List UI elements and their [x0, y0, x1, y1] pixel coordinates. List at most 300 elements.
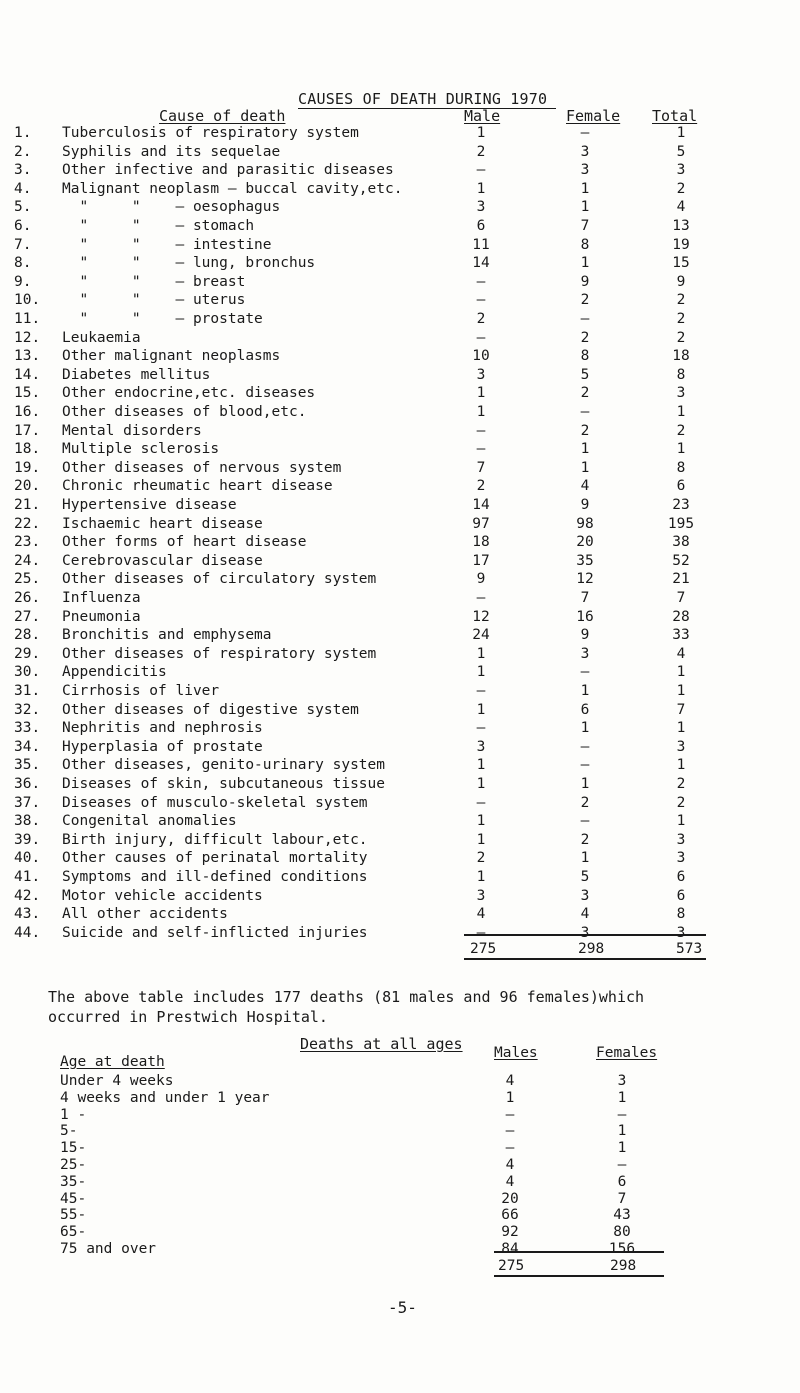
row-number: 43.: [14, 906, 41, 923]
female-count: –: [580, 664, 590, 681]
male-count: –: [476, 924, 486, 941]
male-count: –: [476, 292, 486, 309]
age-female-count: 1: [617, 1140, 627, 1157]
table-row: [0, 720, 800, 738]
total-count: 3: [676, 738, 686, 755]
female-count: 2: [580, 831, 590, 848]
female-count: 16: [576, 608, 594, 625]
row-number: 36.: [14, 776, 41, 792]
age-female-count: 3: [617, 1073, 627, 1089]
cause-label: Other causes of perinatal mortality: [62, 850, 368, 867]
male-count: 1: [476, 385, 486, 402]
age-row: [0, 1090, 800, 1108]
cause-label: Motor vehicle accidents: [62, 887, 263, 904]
cause-label: Pneumonia: [62, 608, 141, 625]
female-count: 12: [576, 571, 594, 588]
total-count: 2: [676, 776, 686, 792]
age-label: 4 weeks and under 1 year: [60, 1089, 270, 1106]
male-count: 1: [476, 831, 486, 848]
age-male-count: 4: [505, 1173, 515, 1190]
cause-label: Nephritis and nephrosis: [62, 720, 263, 737]
male-count: 1: [476, 664, 486, 681]
row-number: 37.: [14, 794, 41, 811]
cause-label: Hypertensive disease: [62, 497, 237, 513]
row-number: 25.: [14, 571, 41, 588]
age-male-count: 4: [505, 1157, 515, 1173]
total-count: 1: [676, 125, 686, 141]
female-count: 2: [580, 422, 590, 439]
table-row: [0, 590, 800, 608]
total-count: 2: [676, 422, 686, 439]
cause-label: Other diseases of circulatory system: [62, 571, 377, 588]
table-row: [0, 125, 800, 143]
total-count: 3: [676, 850, 686, 867]
age-female-count: –: [617, 1157, 627, 1173]
female-count: 20: [576, 534, 594, 551]
table-row: [0, 757, 800, 775]
age-male-count: 66: [501, 1207, 519, 1224]
total-count: 1: [676, 720, 686, 737]
cause-label: Tuberculosis of respiratory system: [62, 125, 359, 141]
male-count: 12: [472, 608, 490, 625]
female-count: 3: [580, 645, 590, 662]
cause-label: Other diseases of blood,etc.: [62, 404, 307, 420]
table-row: [0, 199, 800, 217]
cause-label: Other malignant neoplasms: [62, 348, 281, 365]
female-count: 98: [576, 515, 594, 532]
header-total: Total: [652, 107, 698, 125]
male-count: 1: [476, 701, 486, 718]
male-count: 14: [472, 497, 490, 513]
total-count: 13: [672, 218, 690, 234]
female-count: 3: [580, 143, 590, 160]
table-row: [0, 906, 800, 924]
male-count: 7: [476, 459, 486, 476]
table-row: [0, 460, 800, 478]
male-count: –: [476, 273, 486, 290]
total-count: 28: [672, 608, 690, 625]
age-female-count: –: [617, 1106, 627, 1123]
age-female-count: 80: [613, 1224, 631, 1241]
table-row: [0, 571, 800, 589]
male-count: 3: [476, 738, 486, 755]
row-number: 12.: [14, 329, 41, 346]
row-number: 21.: [14, 497, 41, 513]
table-row: [0, 683, 800, 701]
row-number: 14.: [14, 366, 41, 383]
age-row: [0, 1207, 800, 1225]
table-row: [0, 255, 800, 273]
age-label: 75 and over: [60, 1241, 157, 1257]
total-count: 19: [672, 236, 690, 253]
age-label: 15-: [60, 1140, 87, 1157]
age-table-title: Deaths at all ages: [300, 1035, 463, 1053]
table-row: [0, 646, 800, 664]
total-count: 3: [676, 162, 686, 179]
female-count: 4: [580, 478, 590, 495]
age-male-count: –: [505, 1123, 515, 1140]
male-count: 1: [476, 125, 486, 141]
total-count: 9: [676, 273, 686, 290]
row-number: 41.: [14, 869, 41, 885]
table-row: [0, 869, 800, 887]
total-count: 1: [676, 683, 686, 699]
age-label: Under 4 weeks: [60, 1073, 174, 1089]
female-count: –: [580, 813, 590, 830]
female-count: –: [580, 738, 590, 755]
cause-label: " " – breast: [62, 273, 246, 290]
total-count: 195: [667, 515, 695, 532]
age-label: 1 -: [60, 1106, 87, 1123]
age-row: [0, 1191, 800, 1209]
female-count: 6: [580, 701, 590, 718]
cause-label: Appendicitis: [62, 664, 167, 681]
row-number: 6.: [14, 218, 32, 234]
male-count: 1: [476, 813, 486, 830]
female-count: 8: [580, 236, 590, 253]
age-row: [0, 1073, 800, 1091]
cause-label: " " – uterus: [62, 292, 246, 309]
total-count: 6: [676, 478, 686, 495]
age-total-male: 275: [498, 1258, 525, 1274]
table-row: [0, 739, 800, 757]
table-row: [0, 888, 800, 906]
row-number: 27.: [14, 608, 41, 625]
cause-label: Mental disorders: [62, 422, 202, 439]
male-count: 18: [472, 534, 490, 551]
male-count: –: [476, 590, 486, 606]
age-male-count: 4: [505, 1073, 515, 1089]
row-number: 9.: [14, 273, 32, 290]
cause-label: Other forms of heart disease: [62, 534, 307, 551]
age-male-count: 1: [505, 1089, 515, 1106]
male-count: 1: [476, 869, 486, 885]
female-count: 2: [580, 794, 590, 811]
table-row: [0, 609, 800, 627]
table-row: [0, 385, 800, 403]
male-count: 10: [472, 348, 490, 365]
table-title: CAUSES OF DEATH DURING 1970: [298, 90, 548, 108]
table-row: [0, 330, 800, 348]
male-count: 3: [476, 199, 486, 216]
total-count: 5: [676, 143, 686, 160]
male-count: 1: [476, 645, 486, 662]
age-row: [0, 1224, 800, 1242]
age-label: 35-: [60, 1173, 87, 1190]
male-count: 3: [476, 887, 486, 904]
table-row: [0, 497, 800, 515]
age-row: [0, 1157, 800, 1175]
male-count: –: [476, 329, 486, 346]
total-count: 18: [672, 348, 690, 365]
row-number: 22.: [14, 515, 41, 532]
hospital-note-line-1: The above table includes 177 deaths (81 males and 96 females)which: [48, 988, 645, 1006]
male-count: 14: [472, 255, 490, 272]
table-row: [0, 311, 800, 329]
age-female-count: 7: [617, 1190, 627, 1207]
female-count: –: [580, 757, 590, 774]
male-count: 2: [476, 850, 486, 867]
cause-label: Influenza: [62, 590, 141, 606]
row-number: 16.: [14, 404, 41, 420]
age-row: [0, 1107, 800, 1125]
cause-label: Other diseases of digestive system: [62, 701, 359, 718]
cause-label: Other endocrine,etc. diseases: [62, 385, 316, 402]
row-number: 35.: [14, 757, 41, 774]
male-count: 1: [476, 776, 486, 792]
male-count: 97: [472, 515, 490, 532]
female-count: 7: [580, 590, 590, 606]
total-count: 3: [676, 924, 686, 941]
female-count: 9: [580, 273, 590, 290]
male-count: 6: [476, 218, 486, 234]
female-count: 8: [580, 348, 590, 365]
female-count: –: [580, 311, 590, 327]
row-number: 8.: [14, 255, 32, 272]
male-count: 17: [472, 552, 490, 569]
female-count: 1: [580, 255, 590, 272]
age-female-count: 1: [617, 1089, 627, 1106]
header-male: Male: [464, 107, 501, 125]
table-row: [0, 367, 800, 385]
total-count: 1: [676, 664, 686, 681]
total-female: 298: [578, 941, 605, 957]
total-count: 38: [672, 534, 690, 551]
cause-label: Suicide and self-inflicted injuries: [62, 924, 368, 941]
male-count: –: [476, 794, 486, 811]
total-count: 21: [672, 571, 690, 588]
table-row: [0, 181, 800, 199]
table-row: [0, 404, 800, 422]
age-male-count: 20: [501, 1190, 519, 1207]
age-totals-rule-bottom: [494, 1275, 664, 1277]
cause-label: Other diseases of respiratory system: [62, 645, 377, 662]
table-row: [0, 516, 800, 534]
total-count: 1: [676, 813, 686, 830]
age-female-count: 6: [617, 1173, 627, 1190]
cause-label: Hyperplasia of prostate: [62, 738, 263, 755]
male-count: –: [476, 162, 486, 179]
cause-label: Multiple sclerosis: [62, 441, 220, 458]
table-row: [0, 664, 800, 682]
cause-label: Congenital anomalies: [62, 813, 237, 830]
cause-label: Cerebrovascular disease: [62, 552, 263, 569]
table-row: [0, 144, 800, 162]
total-count: 15: [672, 255, 690, 272]
age-female-count: 43: [613, 1207, 631, 1224]
row-number: 32.: [14, 701, 41, 718]
row-number: 29.: [14, 645, 41, 662]
row-number: 2.: [14, 143, 32, 160]
age-row: [0, 1140, 800, 1158]
age-females-header: Females: [596, 1045, 658, 1061]
row-number: 39.: [14, 831, 41, 848]
male-count: –: [476, 720, 486, 737]
row-number: 20.: [14, 478, 41, 495]
age-males-header: Males: [494, 1045, 538, 1061]
female-count: 1: [580, 850, 590, 867]
total-count: 7: [676, 590, 686, 606]
female-count: 1: [580, 180, 590, 197]
row-number: 1.: [14, 125, 32, 141]
row-number: 31.: [14, 683, 41, 699]
age-header: Age at death: [60, 1054, 165, 1070]
cause-label: Diseases of skin, subcutaneous tissue: [62, 776, 386, 792]
table-row: [0, 274, 800, 292]
female-count: 3: [580, 887, 590, 904]
age-row: [0, 1123, 800, 1141]
female-count: 3: [580, 924, 590, 941]
cause-label: Syphilis and its sequelae: [62, 143, 281, 160]
total-male: 275: [470, 941, 497, 957]
cause-label: Diseases of musculo-skeletal system: [62, 794, 368, 811]
total-count: 8: [676, 366, 686, 383]
cause-label: Diabetes mellitus: [62, 366, 211, 383]
total-count: 6: [676, 887, 686, 904]
page-number: -5-: [388, 1298, 417, 1317]
cause-label: " " – stomach: [62, 218, 255, 234]
male-count: –: [476, 683, 486, 699]
male-count: 2: [476, 311, 486, 327]
age-label: 5-: [60, 1123, 78, 1140]
cause-label: Bronchitis and emphysema: [62, 627, 272, 644]
cause-label: Chronic rheumatic heart disease: [62, 478, 333, 495]
row-number: 17.: [14, 422, 41, 439]
cause-label: Birth injury, difficult labour,etc.: [62, 831, 368, 848]
row-number: 24.: [14, 552, 41, 569]
female-count: 1: [580, 683, 590, 699]
female-count: 2: [580, 292, 590, 309]
total-count: 8: [676, 459, 686, 476]
table-row: [0, 348, 800, 366]
female-count: 5: [580, 869, 590, 885]
age-label: 45-: [60, 1190, 87, 1207]
age-label: 55-: [60, 1207, 87, 1224]
total-count: 2: [676, 311, 686, 327]
female-count: 5: [580, 366, 590, 383]
male-count: 1: [476, 180, 486, 197]
row-number: 28.: [14, 627, 41, 644]
table-row: [0, 423, 800, 441]
table-row: [0, 702, 800, 720]
row-number: 40.: [14, 850, 41, 867]
totals-rule-bottom: [464, 958, 706, 960]
row-number: 3.: [14, 162, 32, 179]
total-count: 52: [672, 552, 690, 569]
cause-label: Ischaemic heart disease: [62, 515, 263, 532]
male-count: 2: [476, 143, 486, 160]
male-count: 24: [472, 627, 490, 644]
row-number: 26.: [14, 590, 41, 606]
table-row: [0, 237, 800, 255]
age-label: 65-: [60, 1224, 87, 1241]
total-count: 33: [672, 627, 690, 644]
female-count: 9: [580, 627, 590, 644]
cause-label: Other infective and parasitic diseases: [62, 162, 394, 179]
row-number: 19.: [14, 459, 41, 476]
row-number: 18.: [14, 441, 41, 458]
age-row: [0, 1241, 800, 1259]
row-number: 44.: [14, 924, 41, 941]
female-count: 1: [580, 441, 590, 458]
age-female-count: 156: [608, 1241, 636, 1257]
total-count: 6: [676, 869, 686, 885]
row-number: 23.: [14, 534, 41, 551]
male-count: –: [476, 422, 486, 439]
row-number: 15.: [14, 385, 41, 402]
cause-label: Other diseases of nervous system: [62, 459, 342, 476]
age-totals-rule-top: [494, 1251, 664, 1253]
cause-label: Leukaemia: [62, 329, 141, 346]
male-count: 1: [476, 757, 486, 774]
cause-label: " " – intestine: [62, 236, 272, 253]
table-row: [0, 795, 800, 813]
row-number: 30.: [14, 664, 41, 681]
male-count: 11: [472, 236, 490, 253]
table-row: [0, 776, 800, 794]
age-male-count: 84: [501, 1241, 519, 1257]
table-row: [0, 478, 800, 496]
female-count: –: [580, 404, 590, 420]
age-row: [0, 1174, 800, 1192]
row-number: 11.: [14, 311, 41, 327]
cause-label: " " – prostate: [62, 311, 263, 327]
female-count: 1: [580, 459, 590, 476]
table-row: [0, 292, 800, 310]
row-number: 7.: [14, 236, 32, 253]
age-total-female: 298: [610, 1258, 637, 1274]
header-female: Female: [566, 107, 621, 125]
total-count: 4: [676, 199, 686, 216]
total-count: 3: [676, 385, 686, 402]
total-all: 573: [676, 941, 703, 957]
total-count: 4: [676, 645, 686, 662]
total-count: 8: [676, 906, 686, 923]
female-count: 3: [580, 162, 590, 179]
table-row: [0, 553, 800, 571]
female-count: 9: [580, 497, 590, 513]
age-male-count: 92: [501, 1224, 519, 1241]
total-count: 3: [676, 831, 686, 848]
total-count: 7: [676, 701, 686, 718]
cause-label: " " – oesophagus: [62, 199, 281, 216]
hospital-note-line-2: occurred in Prestwich Hospital.: [48, 1008, 328, 1026]
cause-label: Malignant neoplasm – buccal cavity,etc.: [62, 180, 403, 197]
totals-rule-top: [464, 934, 706, 936]
age-label: 25-: [60, 1157, 87, 1173]
male-count: 4: [476, 906, 486, 923]
female-count: 35: [576, 552, 594, 569]
total-count: 1: [676, 757, 686, 774]
female-count: 2: [580, 385, 590, 402]
male-count: 9: [476, 571, 486, 588]
cause-label: Symptoms and ill-defined conditions: [62, 869, 368, 885]
female-count: 1: [580, 199, 590, 216]
male-count: 2: [476, 478, 486, 495]
row-number: 34.: [14, 738, 41, 755]
total-count: 23: [672, 497, 690, 513]
age-female-count: 1: [617, 1123, 627, 1140]
cause-label: Other diseases, genito-urinary system: [62, 757, 386, 774]
total-count: 2: [676, 794, 686, 811]
female-count: 1: [580, 776, 590, 792]
total-count: 2: [676, 292, 686, 309]
age-male-count: –: [505, 1106, 515, 1123]
male-count: 3: [476, 366, 486, 383]
row-number: 10.: [14, 292, 41, 309]
table-row: [0, 441, 800, 459]
female-count: 1: [580, 720, 590, 737]
